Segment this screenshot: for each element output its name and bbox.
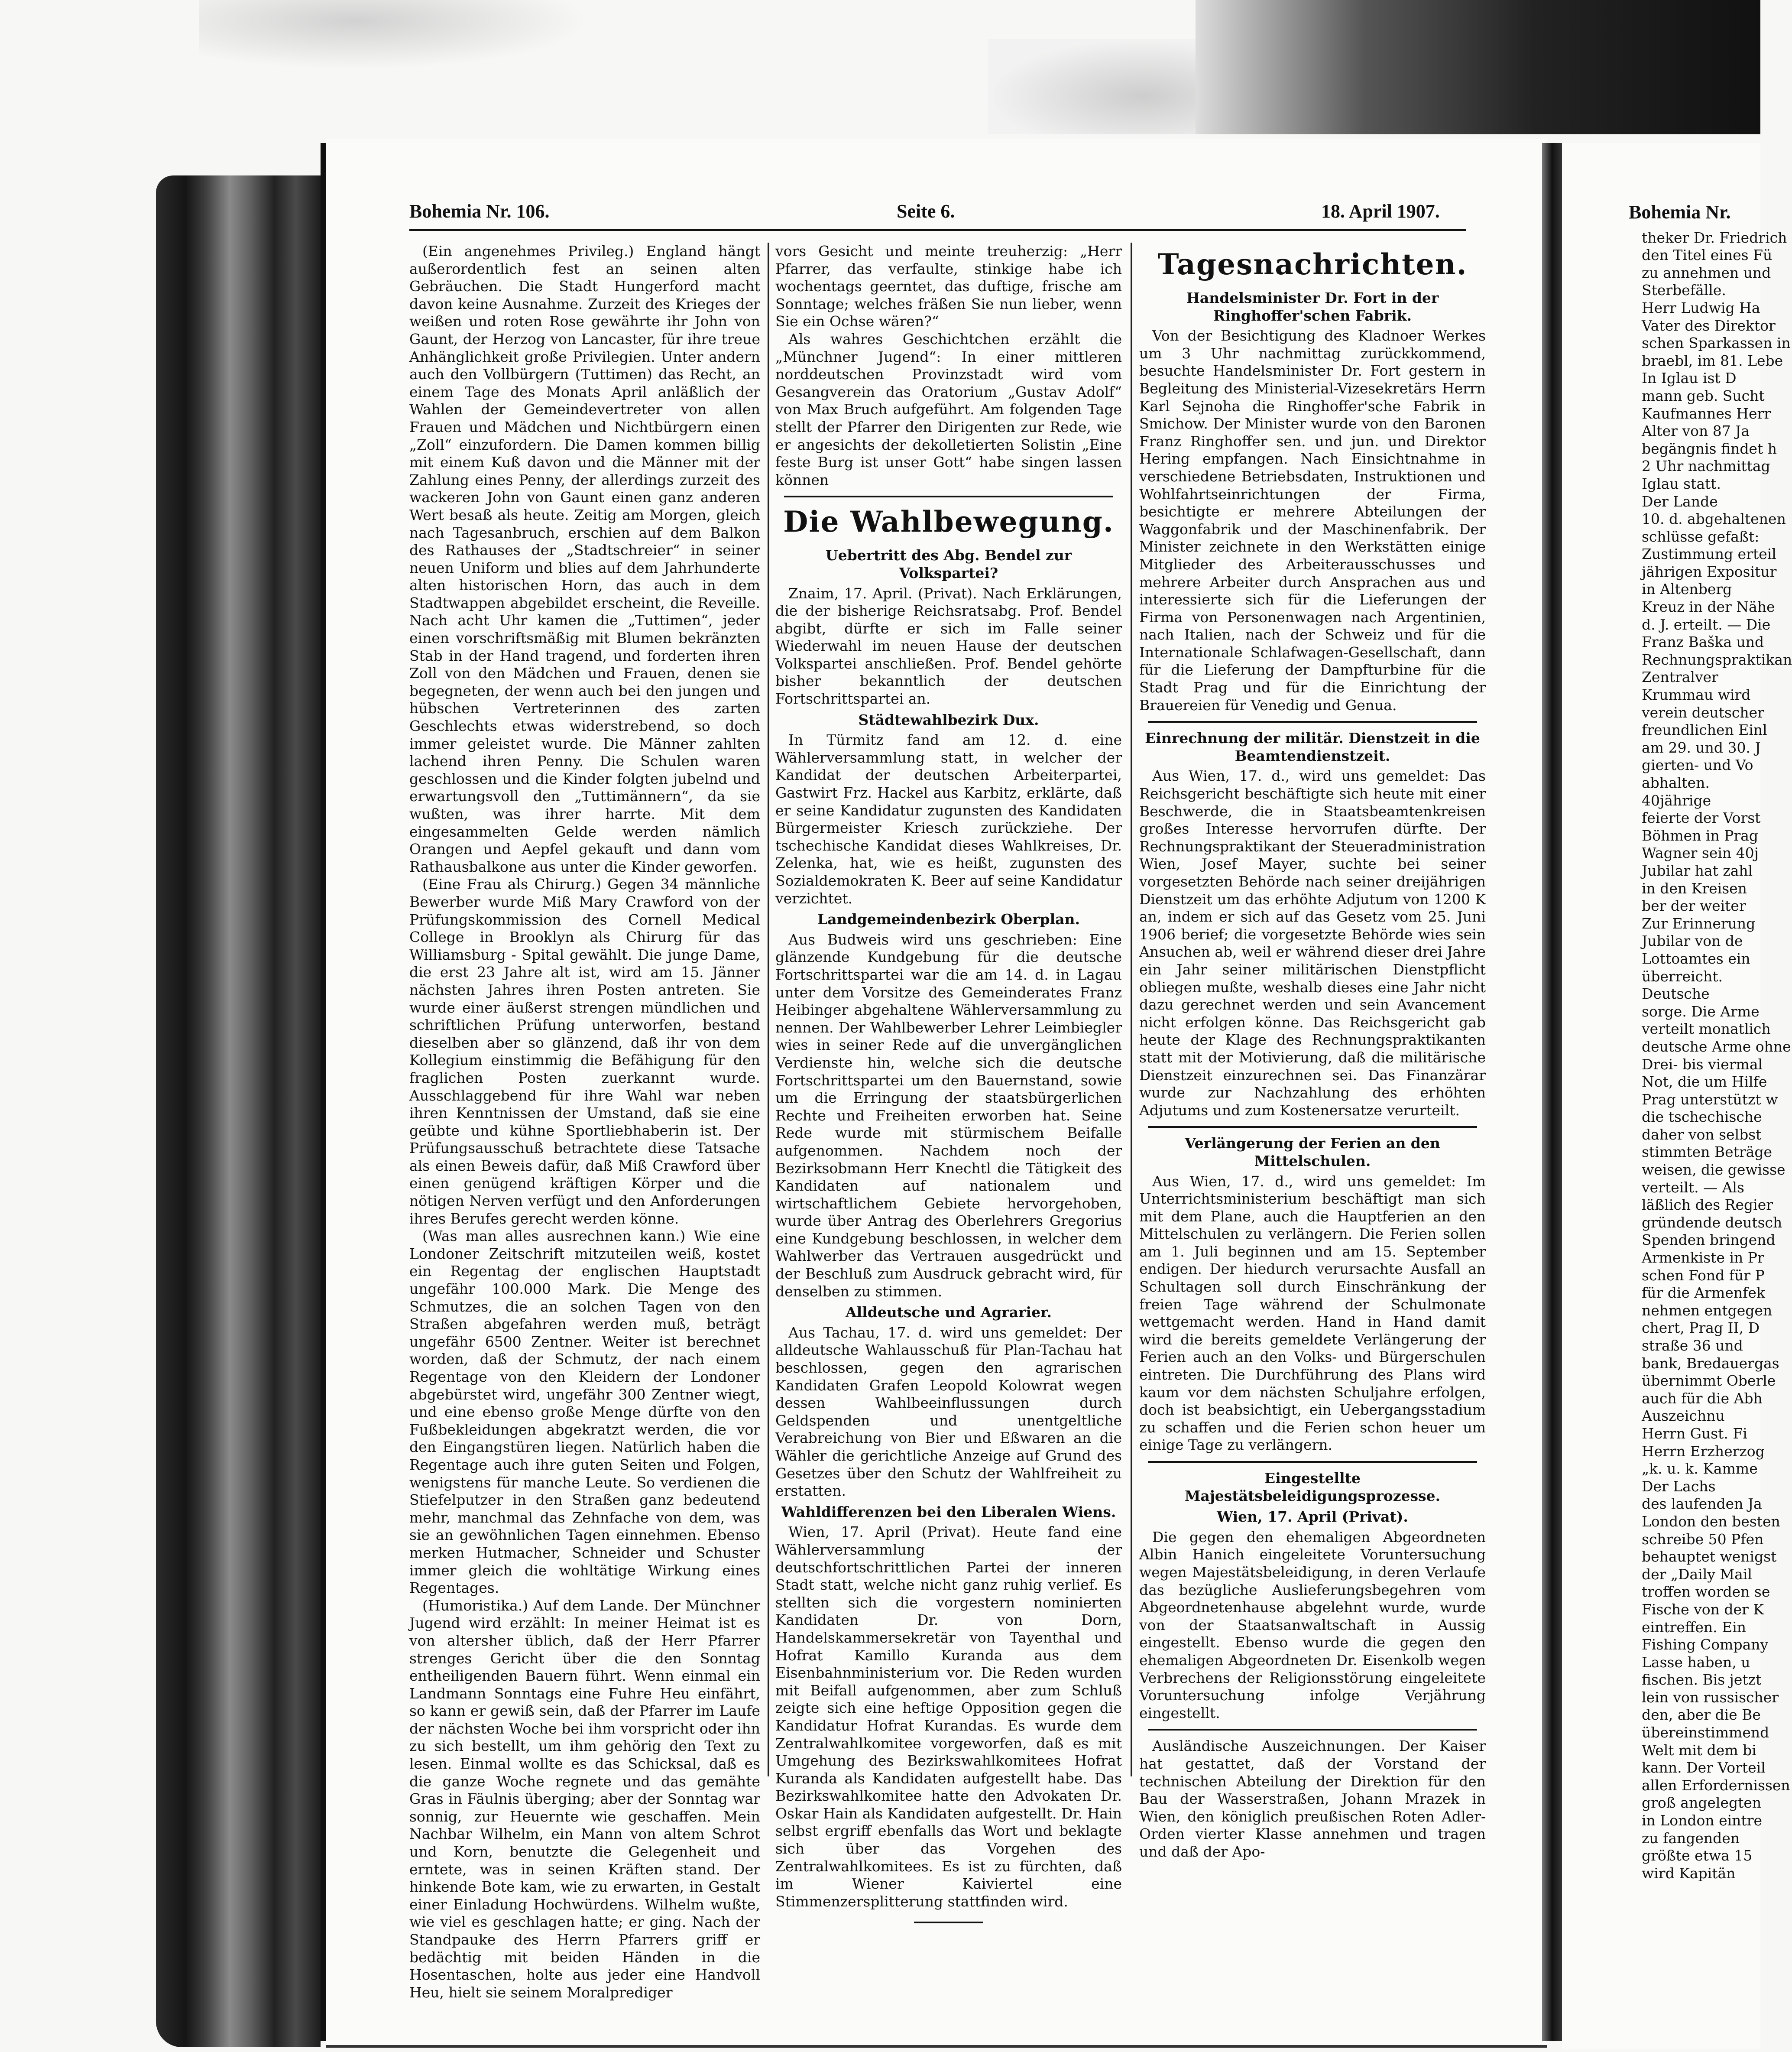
facing-page-line: für die Armenfek bbox=[1642, 1284, 1765, 1302]
article-body: Aus Wien, 17. d., wird uns gemeldet: Das Reichsgericht beschäftigte sich heute mit einer Beschwerde, die in Staatsbeamtenkreisen großes Interesse hervorrufen dürfte. Der Rechnungspraktikant der Steueradministration Wien, Josef Mayer, suchte bei seiner vorgesetzten Behörde nach seiner dreijährigen Dienstzeit um das erhöhte Adjutum von 1200 K an, indem er sich auf das Gesetz vom 25. Juni 1906 berief; die vorgesetzte Behörde wies sein Ansuchen ab, weil er während dieser drei Jahre ein Jahr seiner militärischen Dienstpflicht obliegen mußte, weshalb dieses eine Jahr nicht dazu gerechnet werden und sein Avancement nicht erfolgen könne. Das Reichsgericht gab heute der Klage des Rechnungspraktikanten statt mit der Motivierung, daß die militärische Dienstzeit einzurechnen sei. Das Finanzärar wurde zur Nachzahlung des erhöhten Adjutums und zum Kostenersatze verurteilt. bbox=[1139, 767, 1486, 1119]
facing-page-line: daher von selbst bbox=[1642, 1126, 1762, 1143]
headline: Einrechnung der militär. Dienstzeit in die Beamtendienstzeit. bbox=[1145, 730, 1480, 764]
section-title-wahlbewegung: Die Wahlbewegung. bbox=[783, 505, 1114, 539]
facing-page-line: In Iglau ist D bbox=[1642, 370, 1737, 387]
column-2 bbox=[775, 243, 1122, 1910]
facing-page-line: Zentralver bbox=[1642, 669, 1718, 686]
facing-page-line: Kaufmannes Herr bbox=[1642, 405, 1771, 422]
facing-page-line: Jubilar hat zahl bbox=[1642, 862, 1753, 879]
facing-page-line: Fische von der K bbox=[1642, 1601, 1764, 1618]
facing-page-line: des laufenden Ja bbox=[1642, 1495, 1762, 1513]
section-title-tagesnachrichten: Tagesnachrichten. bbox=[1157, 247, 1468, 281]
facing-page-line: Franz Baška und bbox=[1642, 633, 1764, 651]
facing-page-line: verein deutscher bbox=[1642, 704, 1764, 721]
facing-page-line: bank, Bredauergas bbox=[1642, 1354, 1779, 1372]
facing-page-line: überreicht. bbox=[1642, 968, 1723, 985]
facing-page-line: Krummau wird bbox=[1642, 686, 1751, 704]
facing-page-line: stimmten Beträge bbox=[1642, 1143, 1773, 1161]
article-body: Aus Wien, 17. d., wird uns gemeldet: Im Unterrichtsministerium beschäftigt man sich mit dem Plane, auch die Hauptferien an den Mittelschulen zu verlängern. Die Ferien sollen am 1. Juli beginnen und am 15. September endigen. Der hiedurch verursachte Ausfall an Schultagen soll durch Einschränkung der freien Tage während der Schulmonate wettgemacht werden. Hand in Hand damit wird die bereits gemeldete Verlängerung der Ferien auch an den Volks- und Bürgerschulen eintreten. Die Durchführung des Plans wird kaum vor dem nächsten Schuljahre erfolgen, doch ist beabsichtigt, ein Uebergangsstadium zu schaffen und die Ferien schon heuer um einige Tage zu verlängern. bbox=[1139, 1172, 1486, 1454]
facing-page-line: Rechnungspraktikan bbox=[1642, 651, 1792, 668]
page-header-date: 18. April 1907. bbox=[1321, 201, 1440, 222]
facing-page-line: zu annehmen und bbox=[1642, 264, 1771, 281]
facing-page-line: verteilt. — Als bbox=[1642, 1179, 1744, 1196]
book-gutter bbox=[1542, 143, 1562, 2041]
facing-page-line: der „Daily Mail bbox=[1642, 1565, 1752, 1583]
page-header-page-number: Seite 6. bbox=[897, 201, 955, 222]
facing-page-line: in Altenberg bbox=[1642, 581, 1732, 598]
facing-page-line: abhalten. bbox=[1642, 774, 1710, 791]
facing-page-line: 10. d. abgehaltenen bbox=[1642, 510, 1786, 528]
facing-page-line: feierte der Vorst bbox=[1642, 809, 1761, 827]
facing-page-line: fischen. Bis jetzt bbox=[1642, 1671, 1762, 1688]
facing-page-line: Spenden bringend bbox=[1642, 1231, 1776, 1249]
facing-page-line: zu fangenden bbox=[1642, 1829, 1740, 1847]
headline: Landgemeindenbezirk Oberplan. bbox=[817, 911, 1080, 928]
facing-page-line: Der Lachs bbox=[1642, 1477, 1716, 1495]
facing-page-line: schlüsse gefaßt: bbox=[1642, 528, 1760, 545]
facing-page-line: nehmen entgegen bbox=[1642, 1302, 1773, 1319]
headline: Alldeutsche und Agrarier. bbox=[846, 1304, 1052, 1321]
facing-page-line: läßlich des Regier bbox=[1642, 1196, 1773, 1214]
headline: Wahldifferenzen bei den Liberalen Wiens. bbox=[781, 1503, 1116, 1520]
dateline: Wien, 17. April (Privat). bbox=[1217, 1508, 1408, 1526]
facing-page-line: 2 Uhr nachmittag bbox=[1642, 458, 1770, 475]
facing-page-line: freundlichen Einl bbox=[1642, 721, 1767, 739]
facing-page-line: größte etwa 15 bbox=[1642, 1847, 1753, 1864]
facing-page-line: Sterbefälle. bbox=[1642, 282, 1726, 299]
article-rule bbox=[1148, 1729, 1477, 1731]
facing-page-line: schen Sparkassen in bbox=[1642, 334, 1791, 352]
facing-page-line: auch für die Abh bbox=[1642, 1390, 1763, 1407]
facing-page-line: 40jährige bbox=[1642, 792, 1711, 809]
article-body: Aus Tachau, 17. d. wird uns gemeldet: Der alldeutsche Wahlausschuß für Plan-Tachau hat beschlossen, gegen den agrarischen Kandidaten Grafen Leopold Kolowrat wegen dessen Wahlbeeinflussungen durch Geldspenden und unentgeltliche Verabreichung von Bier und Eßwaren an die Wähler die gerichtliche Anzeige auf Grund des Gesetzes über den Schutz der Wahlfreiheit zu erstatten. bbox=[775, 1324, 1122, 1500]
facing-page-line: Böhmen in Prag bbox=[1642, 827, 1759, 844]
facing-page-line: Wagner sein 40j bbox=[1642, 844, 1759, 862]
facing-page-line: Jubilar von de bbox=[1642, 932, 1743, 950]
facing-page-line: den, aber die Be bbox=[1642, 1706, 1761, 1724]
headline: Verlängerung der Ferien an den Mittelschulen. bbox=[1185, 1135, 1440, 1169]
facing-page-line: sorge. Die Arme bbox=[1642, 1003, 1760, 1020]
facing-page-line: behauptet wenigst bbox=[1642, 1548, 1777, 1565]
facing-page-line: in den Kreisen bbox=[1642, 880, 1747, 897]
facing-page-line: die tschechische bbox=[1642, 1108, 1762, 1126]
facing-page-line: in London eintre bbox=[1642, 1812, 1762, 1829]
facing-page-line: Not, die um Hilfe bbox=[1642, 1073, 1767, 1091]
article-body: In Türmitz fand am 12. d. eine Wählerversammlung statt, in welcher der Kandidat der deutschen Arbeiterpartei, Gastwirt Frz. Hackel aus Karbitz, erklärte, daß er seine Kandidatur zugunsten des Kandidaten Bürgermeister Kriesch zurückziehe. Der tschechische Kandidat dieses Wahlkreises, Dr. Zelenka, hat, wie es heißt, zugunsten des Sozialdemokraten K. Beer auf seine Kandidatur verzichtet. bbox=[775, 731, 1122, 907]
facing-page-line: deutsche Arme ohne bbox=[1642, 1038, 1791, 1055]
scan-smudge bbox=[199, 0, 589, 69]
facing-page-line: wird Kapitän bbox=[1642, 1864, 1736, 1882]
facing-page-line: Auszeichnu bbox=[1642, 1407, 1725, 1425]
facing-page-line: Herrn Erzherzog bbox=[1642, 1442, 1765, 1460]
facing-page-line: Armenkiste in Pr bbox=[1642, 1249, 1764, 1266]
facing-page-line: ber der weiter bbox=[1642, 897, 1746, 915]
facing-page-line: gründende deutsch bbox=[1642, 1214, 1782, 1231]
article-body: Wien, 17. April (Privat). Heute fand eine Wählerversammlung der deutschfortschrittlichen Partei der inneren Stadt statt, welche nicht ganz ruhig verlief. Es stellten sich die vorgestern nominierten Kandidaten Dr. von Dorn, Handelskammersekretär von Tayenthal und Hofrat Kamillo Kuranda aus dem Eisenbahnministerium vor. Die Reden wurden mit Beifall aufgenommen, aber zum Schluß zeigte sich eine heftige Opposition gegen die Kandidatur Hofrat Kurandas. Es wurde dem Zentralwahlkomitee vorgeworfen, daß es mit Umgehung des Bezirkswahlkomitees Hofrat Kuranda als Kandidaten aufgestellt habe. Das Bezirkswahlkomitee hatte den Advokaten Dr. Oskar Hain als Kandidaten aufgestellt. Dr. Hain selbst ergriff ebenfalls das Wort und beklagte sich über das Vorgehen des Zentralwahlkomitees. Es ist zu fürchten, daß im Wiener Kaiviertel eine Stimmenzersplitterung stattfinden wird. bbox=[775, 1523, 1122, 1910]
facing-page-line: Vater des Direktor bbox=[1642, 317, 1776, 334]
headline: Uebertritt des Abg. Bendel zur Volkspartei? bbox=[825, 547, 1072, 581]
facing-page-line: Herrn Gust. Fi bbox=[1642, 1425, 1747, 1442]
facing-page-line: Lottoamtes ein bbox=[1642, 950, 1750, 967]
article-continuation: vors Gesicht und meinte treuherzig: „Herr Pfarrer, das verfaulte, stinkige habe ich wochentags geerntet, das duftige, frische am Sonntage; welches fräßen Sie nun lieber, wenn Sie ein Ochse wären?“ bbox=[775, 243, 1122, 330]
facing-page-line: London den besten bbox=[1642, 1513, 1780, 1530]
facing-page-line: braebl, im 81. Lebe bbox=[1642, 352, 1783, 369]
facing-page-line: weisen, die gewisse bbox=[1642, 1161, 1786, 1179]
column-1 bbox=[409, 243, 760, 2001]
facing-page-line: verteilt monatlich bbox=[1642, 1020, 1771, 1038]
facing-page-line: Welt mit dem bi bbox=[1642, 1741, 1756, 1759]
headline: Eingestellte Majestätsbeleidigungsprozesse. bbox=[1184, 1470, 1441, 1504]
facing-page-line: mann geb. Sucht bbox=[1642, 387, 1765, 404]
facing-page-column bbox=[1629, 201, 1792, 1882]
facing-page-line: begängnis findet h bbox=[1642, 440, 1777, 457]
facing-page-line: gierten- und Vo bbox=[1642, 757, 1753, 774]
facing-page-line: schreibe 50 Pfen bbox=[1642, 1530, 1764, 1548]
column-divider bbox=[1131, 243, 1132, 1776]
facing-page-line: Alter von 87 Ja bbox=[1642, 422, 1750, 440]
facing-page-line: Fishing Company bbox=[1642, 1636, 1769, 1653]
facing-page-line: eintreffen. Ein bbox=[1642, 1618, 1747, 1636]
facing-page-line: Zustimmung erteil bbox=[1642, 545, 1776, 563]
book-spine-edge bbox=[321, 143, 326, 2041]
facing-page-line: d. J. erteilt. — Die bbox=[1642, 616, 1771, 633]
facing-page-line: schen Fond für P bbox=[1642, 1266, 1765, 1284]
facing-page-line: groß angelegten bbox=[1642, 1794, 1762, 1812]
facing-page-line: am 29. und 30. J bbox=[1642, 739, 1761, 756]
page-header-masthead: Bohemia Nr. 106. bbox=[409, 201, 550, 222]
facing-page-line: chert, Prag II, D bbox=[1642, 1319, 1760, 1337]
header-rule bbox=[409, 229, 1466, 231]
facing-page-line: straße 36 und bbox=[1642, 1337, 1743, 1354]
facing-page-line: Drei- bis viermal bbox=[1642, 1055, 1763, 1073]
facing-page-line: „k. u. k. Kamme bbox=[1642, 1460, 1758, 1477]
column-divider bbox=[768, 243, 769, 1776]
article-body: Die gegen den ehemaligen Abgeordneten Albin Hanich eingeleitete Voruntersuchung wegen Majestätsbeleidigung, in deren Verlaufe das bezügliche Auslieferungsbegehren vom Abgeordnetenhause abgelehnt wurde, wurde von der Staatsanwaltschaft in Aussig eingestellt. Ebenso wurde die gegen den ehemaligen Abgeordneten Dr. Eisenkolb wegen Verbrechens der Religionsstörung eingeleitete Voruntersuchung infolge Verjährung eingestellt. bbox=[1139, 1528, 1486, 1721]
article-body: Aus Budweis wird uns geschrieben: Eine glänzende Kundgebung für die deutsche Fortschrittspartei war die am 14. d. in Lagau unter dem Vorsitze des Gemeinderates Franz Heibinger abgehaltene Wählerversammlung zu nennen. Der Wahlbewerber Lehrer Leimbiegler wies in seiner Rede auf die unvergänglichen Verdienste hin, welche sich die deutsche Fortschrittspartei um den Bauernstand, sowie um die Erringung der staatsbürgerlichen Rechte und Freiheiten erworben hat. Seine Rede wurde mit stürmischem Beifalle aufgenommen. Nachdem noch der Bezirksobmann Herr Knechtl die Tätigkeit des Kandidaten auf nationalem und wirtschaftlichem Gebiete hervorgehoben, wurde über Antrag des Oberlehrers Gregorius eine Kundgebung beschlossen, in welcher dem Wahlwerber das Vertrauen ausgedrückt und der Beschluß zum Ausdruck gebracht wird, für denselben zu stimmen. bbox=[775, 931, 1122, 1300]
facing-page-line: allen Erfordernissen bbox=[1642, 1776, 1790, 1794]
article-chirurg: (Eine Frau als Chirurg.) Gegen 34 männliche Bewerber wurde Miß Mary Crawford von der Prüfungskommission des Cornell Medical College in Brooklyn als Chirurg für das Williamsburg - Spital gewählt. Die junge Dame, die erst 23 Jahre alt ist, wird am 15. Jänner nächsten Jahres ihren Posten antreten. Sie wurde einer äußerst strengen mündlichen und schriftlichen Prüfung unterworfen, bestand dieselben aber so glänzend, daß ihr von dem Kollegium einstimmig die Befähigung für den fraglichen Posten zuerkannt wurde. Ausschlaggebend für ihre Wahl war neben ihren Kenntnissen der Umstand, daß sie eine geübte und kühne Sportliebhaberin ist. Der Prüfungsausschuß betrachtete diese Tatsache als einen Beweis dafür, daß Miß Crawford über einen genügend kräftigen Körper und die nötigen Nerven verfügt und den Anforderungen ihres Berufes gerecht werden könne. bbox=[409, 876, 760, 1227]
facing-page-line: Kreuz in der Nähe bbox=[1642, 598, 1775, 616]
facing-page-line: Deutsche bbox=[1642, 985, 1710, 1003]
article-body: Ausländische Auszeichnungen. Der Kaiser hat gestattet, daß der Vorstand der technischen Abteilung der Direktion für den Bau der Wasserstraßen, Johann Mrazek in Wien, den königlich preußischen Roten Adler-Orden vierter Klasse annehmen und tragen und daß der Apo- bbox=[1139, 1737, 1486, 1860]
facing-page-line: Der Lande bbox=[1642, 493, 1718, 510]
headline: Städtewahlbezirk Dux. bbox=[858, 711, 1039, 728]
facing-page-line: Zur Erinnerung bbox=[1642, 915, 1756, 932]
facing-page-line: jährigen Expositur bbox=[1642, 563, 1777, 580]
facing-page-header: Bohemia Nr. bbox=[1629, 201, 1731, 223]
article-regentag: (Was man alles ausrechnen kann.) Wie eine Londoner Zeitschrift mitzuteilen weiß, kostet ein Regentag der englischen Hauptstadt ungefähr 100.000 Mark. Die Menge des Schmutzes, die an solchen Tagen von den Straßen abgefahren werden muß, beträgt ungefähr 6500 Zentner. Weiter ist berechnet worden, daß der Schmutz, der nach einem Regentage von den Kleidern der Londoner abgebürstet wird, ungefähr 300 Zentner wiegt, und eine ebenso große Menge dürfte von den Fußbekleidungen abgekratzt werden, die vor den Eingangstüren liegen. Natürlich haben die Regentage auch ihre guten Seiten und Folgen, wenigstens für manche Leute. So verdienen die Stiefelputzer in den Straßen ganz bedeutend mehr, manchmal das Zehnfache von dem, was sie an gewöhnlichen Tagen einnehmen. Ebenso merken Hutmacher, Schneider und Schuster immer gleich die wohltätige Wirkung eines Regentages. bbox=[409, 1227, 760, 1597]
article-geschichtchen: Als wahres Geschichtchen erzählt die „Münchner Jugend“: In einer mittleren norddeutschen Provinzstadt wird vom Gesangverein das Oratorium „Gustav Adolf“ von Max Bruch aufgeführt. Am folgenden Tage stellt der Pfarrer den Dirigenten zur Rede, wie er angesichts der dekolletierten Solistin „Eine feste Burg ist unser Gott“ habe singen lassen können bbox=[775, 330, 1122, 488]
article-privileg: (Ein angenehmes Privileg.) England hängt außerordentlich fest an seinen alten Gebräuchen. Die Stadt Hungerford macht davon keine Ausnahme. Zurzeit des Krieges der weißen und roten Rose gewährte ihr John von Gaunt, der Herzog von Lancaster, für ihre treue Anhänglichkeit große Privilegien. Unter andern auch den Vollbürgern (Tuttimen) das Recht, an einem Tage des Monats April anläßlich der Wahlen der Gemeindevertreter von allen Frauen und Mädchen und Nichtbürgern einen „Zoll“ einzufordern. Die Damen kommen billig mit einem Kuß davon und die Männer mit der Zahlung eines Penny, der allerdings zurzeit des wackeren John von Gaunt einen ganz anderen Wert besaß als heute. Zeitig am Morgen, gleich nach Tagesanbruch, erschien auf dem Balkon des Rathauses der „Stadtschreier“ in seiner neuen Uniform und blies auf dem Jahrhunderte alten historischen Horn, das auch in dem Stadtwappen abgebildet erscheint, die Reveille. Nach acht Uhr kamen die „Tuttimen“, jeder einen vorschriftsmäßig mit Blumen bekränzten Stab in der Hand tragend, und forderten ihren Zoll von den Mädchen und Frauen, denen sie begegneten, der wenn auch bei den jungen und hübschen Vertreterinnen des zarten Geschlechts etwas widerstrebend, so doch immer geleistet wurde. Die Männer zahlten lachend ihren Penny. Die Schulen waren geschlossen und die Kinder folgten jubelnd und erwartungsvoll den „Tuttimännern“, da sie wußten, was ihrer harrte. Mit dem eingesammelten Gelde werden nämlich Orangen und Aepfel gekauft und dann vom Rathausbalkone aus unter die Kinder geworfen. bbox=[409, 243, 760, 875]
facing-page-line: den Titel eines Fü bbox=[1642, 247, 1773, 264]
book-spine bbox=[156, 175, 321, 2047]
headline: Handelsminister Dr. Fort in der Ringhoffer'schen Fabrik. bbox=[1186, 289, 1439, 324]
end-rule bbox=[914, 1922, 983, 1923]
article-body: Von der Besichtigung des Kladnoer Werkes um 3 Uhr nachmittag zurückkommend, besuchte Handelsminister Dr. Fort gestern in Begleitung des Ministerial-Vizesekretärs Herrn Karl Sejnoha die Ringhoffer'sche Fabrik in Smichow. Der Minister wurde von den Baronen Franz Ringhoffer sen. und jun. und Direktor Hering empfangen. Nach Einsichtnahme in verschiedene Betriebsdaten, Instruktionen und Wohlfahrtseinrichtungen der Firma, besichtigte er mehrere Abteilungen der Waggonfabrik und der Maschinenfabrik. Der Minister zeichnete in den Werkstätten einige Mitglieder des Arbeiterausschusses und mehrere Arbeiter durch Ansprachen aus und interessierte sich für die Lieferungen der Firma von Personenwagen nach Argentinien, nach Italien, nach der Schweiz und für die Internationale Schlafwagen-Gesellschaft, dann für die Lieferung der Dampfturbine für die Stadt Prag und für die Einrichtung der Brauereien für Venedig und Genua. bbox=[1139, 327, 1486, 714]
facing-page-line: übereinstimmend bbox=[1642, 1724, 1769, 1741]
article-body: Znaim, 17. April. (Privat). Nach Erklärungen, die der bisherige Reichsratsabg. Prof. Bendel abgibt, dürfte er sich im Falle seiner Wiederwahl im neuen Hause der deutschen Volkspartei anschließen. Prof. Bendel gehörte bisher bekanntlich der deutschen Fortschrittspartei an. bbox=[775, 584, 1122, 708]
facing-page-line: theker Dr. Friedrich bbox=[1642, 229, 1787, 246]
facing-page-line: Iglau statt. bbox=[1642, 475, 1721, 492]
facing-page-line: Lasse haben, u bbox=[1642, 1653, 1750, 1671]
section-rule bbox=[784, 496, 1113, 497]
article-rule bbox=[1148, 1461, 1477, 1463]
scan-dark-corner bbox=[1196, 0, 1760, 134]
article-rule bbox=[1148, 721, 1477, 723]
facing-page-line: troffen worden se bbox=[1642, 1583, 1770, 1601]
article-rule bbox=[1148, 1126, 1477, 1128]
article-humoristika: (Humoristika.) Auf dem Lande. Der Münchner Jugend wird erzählt: In meiner Heimat ist es von altersher üblich, daß der Herr Pfarrer strenges Gericht über die den Sonntag entheiligenden Bauern führt. Wenn einmal ein Landmann Sonntags eine Fuhre Heu einfährt, so kann er gewiß sein, daß der Pfarrer im Laufe der nächsten Woche bei ihm vorspricht oder ihn zu sich bestellt, um ihm gehörig den Text zu lesen. Einmal wollte es das Schicksal, daß es die ganze Woche regnete und das gemähte Gras in Fäulnis überging; aber der Sonntag war sonnig, zur Heuernte wie geschaffen. Mein Nachbar Wilhelm, ein Mann von altem Schrot und Korn, benutzte die Gelegenheit und erntete, was in seinen Kräften stand. Der hinkende Bote kam, wie zu erwarten, in Gestalt einer Einladung Hochwürdens. Wilhelm wußte, wie viel es geschlagen hatte; er ging. Nach der Standpauke des Herrn Pfarrers griff er bedächtig mit beiden Händen in die Hosentaschen, holte aus jeder eine Handvoll Heu, hielt sie seinem Moralprediger bbox=[409, 1597, 760, 2001]
facing-page-line: Prag unterstützt w bbox=[1642, 1091, 1778, 1108]
facing-page-line: kann. Der Vorteil bbox=[1642, 1759, 1766, 1776]
facing-page-line: Herr Ludwig Ha bbox=[1642, 299, 1760, 316]
facing-page-line: übernimmt Oberle bbox=[1642, 1372, 1776, 1390]
column-3 bbox=[1139, 243, 1486, 1898]
facing-page-lines bbox=[1629, 229, 1792, 1883]
facing-page-line: lein von russischer bbox=[1642, 1688, 1779, 1706]
